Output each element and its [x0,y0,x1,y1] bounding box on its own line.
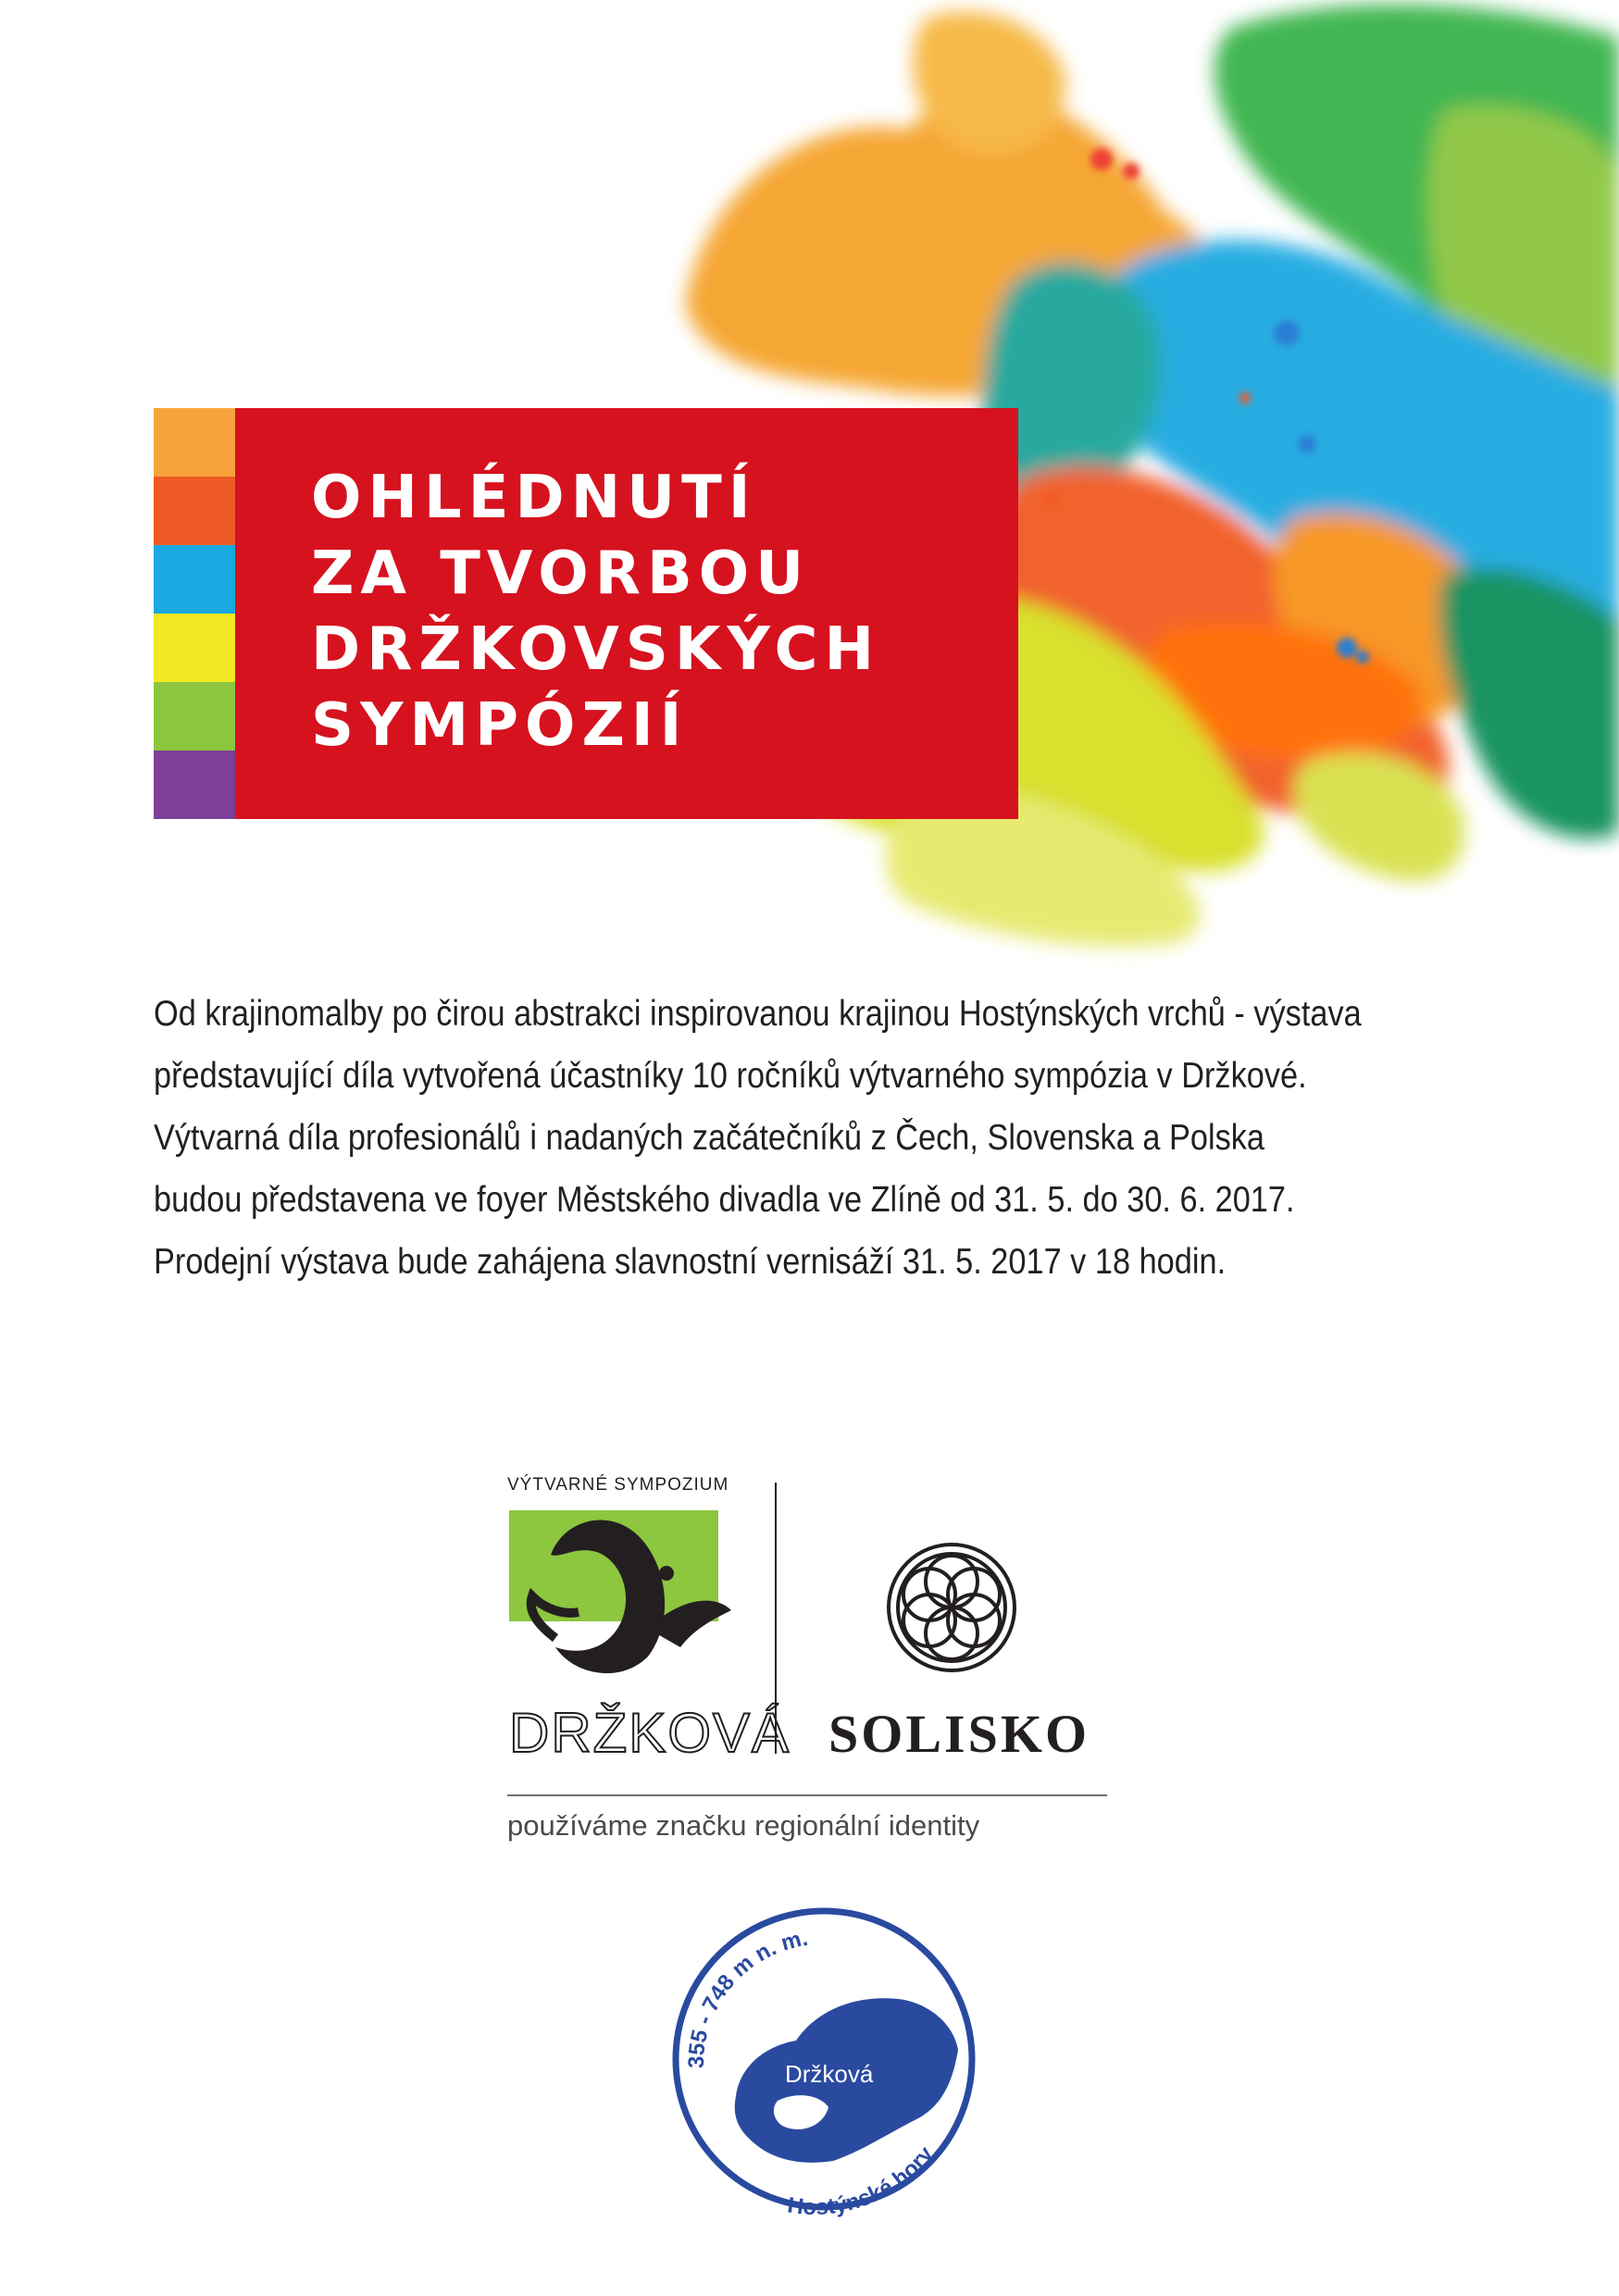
solisko-logo [828,1545,1090,1764]
stripe-yellow [154,614,235,682]
stripe-purple [154,751,235,819]
logos-row [0,1462,1619,1851]
village-label: Držková [785,2060,874,2088]
title-line-3: DRŽKOVSKÝCH [311,615,881,684]
region-label: Hostýnské hory [786,2141,939,2220]
title-line-2: ZA TVORBOU [311,540,811,608]
description-line: představující díla vytvořená účastníky 10 ročníků výtvarného sympózia v Držkové. [154,1056,1307,1096]
description-line: Výtvarná díla profesionálů i nadaných začátečníků z Čech, Slovenska a Polska [154,1118,1264,1158]
drzkova-wordmark: DRŽKOVÁ [509,1702,791,1764]
title-line-1: OHLÉDNUTÍ [311,464,757,532]
description-line: Od krajinomalby po čirou abstrakci inspirovanou krajinou Hostýnských vrchů - výstava [154,994,1362,1034]
drzkova-logo [509,1510,791,1764]
stripe-orange [154,408,235,477]
sun-flower-icon [889,1545,1015,1670]
title-line-4: SYMPÓZIÍ [311,691,689,760]
color-stripes [154,408,235,819]
flower-icon [626,1611,652,1637]
region-badge [648,1883,1000,2235]
description-paragraph [154,983,1362,1293]
title-box [235,408,1018,819]
stripe-green [154,682,235,751]
identity-caption: používáme značku regionální identity [507,1809,980,1842]
stripe-blue [154,545,235,614]
solisko-wordmark: SOLISKO [828,1704,1090,1764]
stripe-red-orange [154,477,235,545]
sympozium-caption: VÝTVARNÉ SYMPOZIUM [507,1475,729,1495]
description-line: Prodejní výstava bude zahájena slavnostní vernisáží 31. 5. 2017 v 18 hodin. [154,1242,1227,1282]
altitude-label: 355 - 748 m n. m. [683,1925,810,2069]
description-line: budou představena ve foyer Městského divadla ve Zlíně od 31. 5. do 30. 6. 2017. [154,1180,1295,1220]
